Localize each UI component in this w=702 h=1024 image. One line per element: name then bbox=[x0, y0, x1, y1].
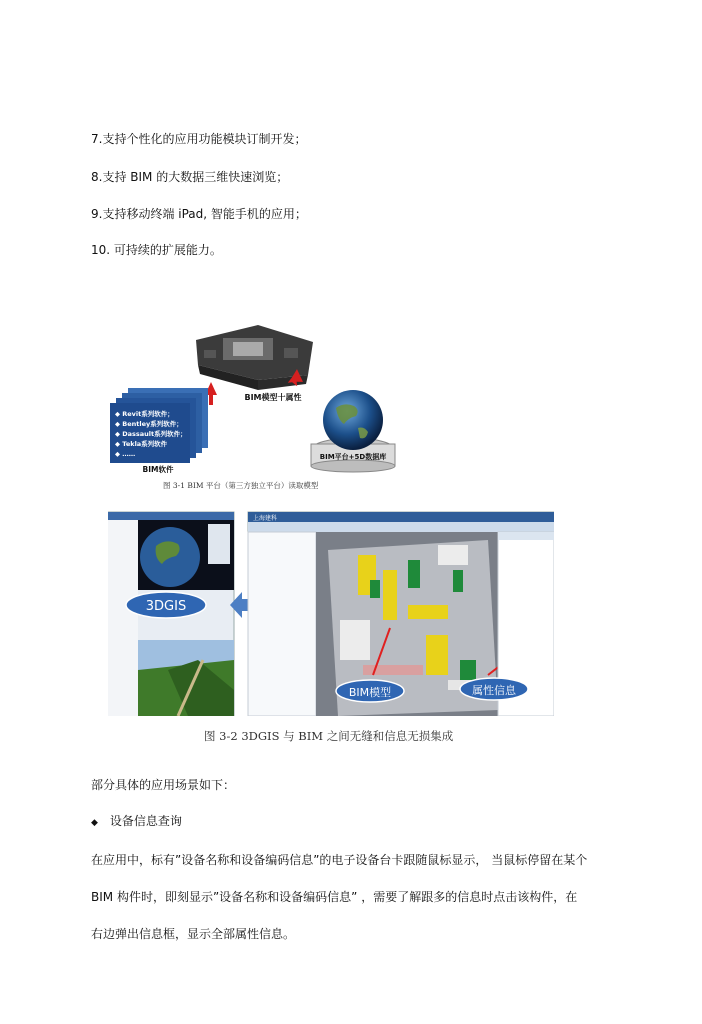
bullet-text: 设备信息查询 bbox=[109, 814, 182, 828]
paragraph-line: BIM 构件时，即刻显示”设备名称和设备编码信息” ，需要了解跟多的信息时点击该构件，在 bbox=[91, 890, 578, 904]
software-item: ◆ Revit系列软件； bbox=[115, 410, 174, 418]
software-item: ◆ …… bbox=[115, 450, 136, 458]
list-item-10: 10. 可持续的扩展能力。 bbox=[91, 243, 222, 257]
software-item: ◆ Dassault系列软件； bbox=[115, 430, 187, 438]
software-label: BIM软件 bbox=[142, 465, 174, 474]
globe-icon bbox=[323, 390, 383, 450]
figure1-caption: 图 3-1 BIM 平台（第三方独立平台）读取模型 bbox=[163, 481, 319, 490]
bullet-icon: ◆ bbox=[91, 818, 98, 828]
bullet-item bbox=[91, 812, 182, 829]
app-title: 上海建科 bbox=[253, 515, 278, 522]
software-item: ◆ Bentley系列软件； bbox=[115, 420, 183, 428]
db-label: BIM平台+5D数据库 bbox=[319, 453, 387, 461]
software-item: ◆ Tekla系列软件 bbox=[115, 440, 168, 448]
intro-text: 部分具体的应用场景如下： bbox=[91, 778, 236, 792]
model-label: BIM模型十属性 bbox=[244, 393, 302, 402]
figure-bim-platform bbox=[108, 320, 408, 480]
paragraph-line: 右边弹出信息框，显示全部属性信息。 bbox=[91, 927, 296, 941]
software-stack bbox=[110, 388, 208, 463]
figure2-caption: 图 3-2 3DGIS 与 BIM 之间无缝和信息无损集成 bbox=[204, 729, 454, 743]
paragraph-line: 在应用中，标有”设备名称和设备编码信息”的电子设备台卡跟随鼠标显示， 当鼠标停留在某个 bbox=[91, 853, 588, 867]
3dgis-label: 3DGIS bbox=[145, 599, 187, 614]
list-item-9: 9.支持移动终端 iPad, 智能手机的应用； bbox=[91, 207, 307, 221]
attr-label: 属性信息 bbox=[472, 684, 516, 697]
figure-3dgis-bim bbox=[108, 510, 554, 716]
list-item-8: 8.支持 BIM 的大数据三维快速浏览； bbox=[91, 170, 289, 184]
bim-label: BIM模型 bbox=[348, 686, 392, 699]
list-item-7: 7.支持个性化的应用功能模块订制开发； bbox=[91, 132, 307, 146]
